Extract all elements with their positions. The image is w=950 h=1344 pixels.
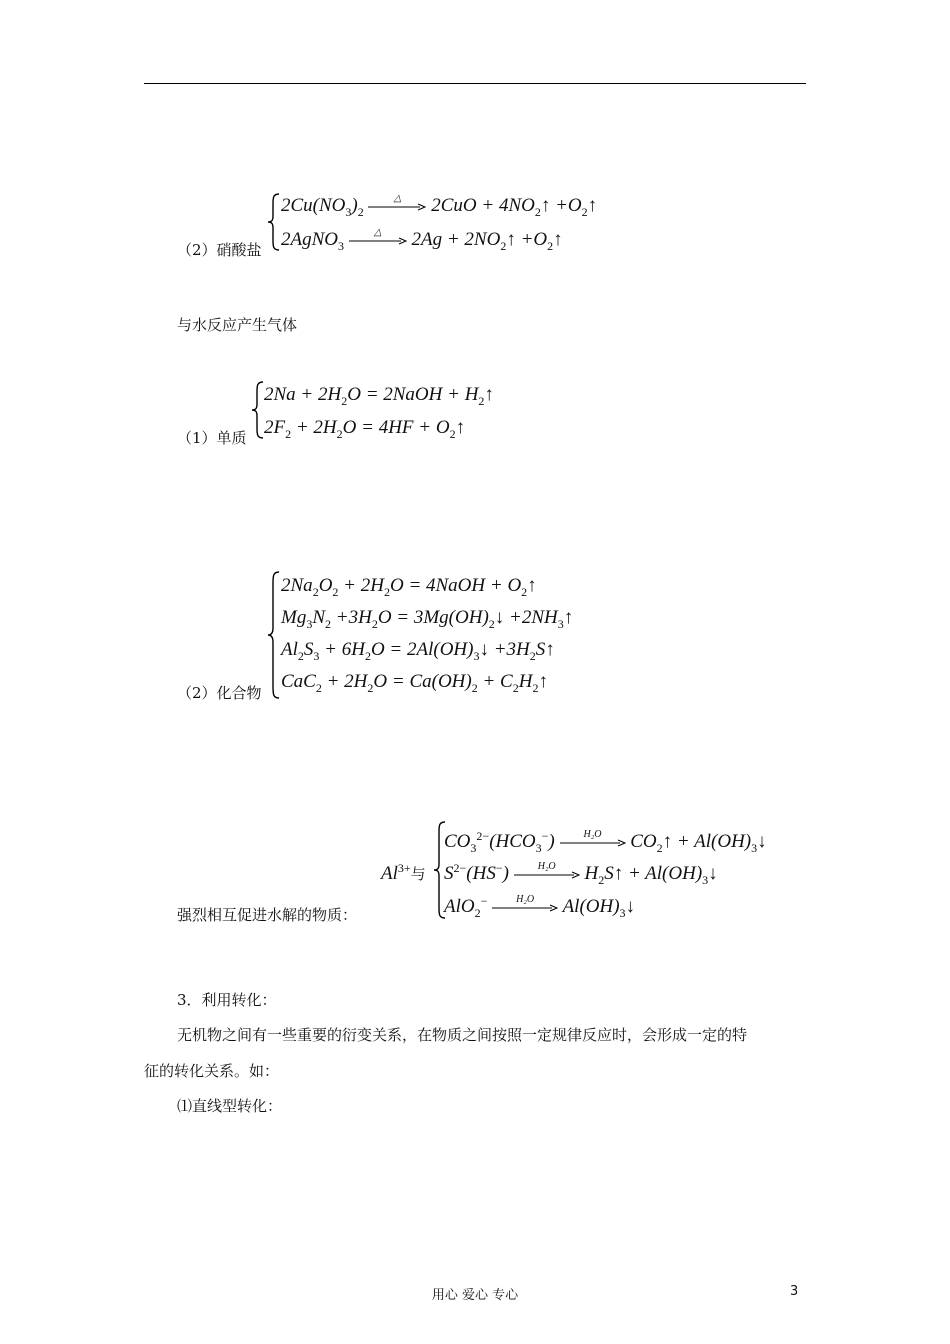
- water-arrow: H₂O: [492, 904, 558, 912]
- nitrate-equation-2: 2AgNO$_3$ △ $2Ag + 2NO_2↑$ $+O_2↑$: [281, 226, 563, 253]
- page-number: 3: [790, 1284, 799, 1299]
- aluminum-ion: $Al^{3+}$与: [381, 861, 426, 884]
- compound-equation-2: $Mg_3N_2 +3H_2O$ = $3Mg(OH)_2↓$ $+2NH_3↑$: [281, 607, 574, 631]
- heat-arrow: △: [368, 203, 426, 211]
- compound-equation-1: $2Na_2O_2 + 2H_2O$ = 4NaOH + $O_2↑$: [281, 575, 537, 599]
- heat-arrow: △: [349, 237, 407, 245]
- footer-text: 用心 爱心 专心: [431, 1288, 519, 1303]
- water-reaction-heading: 与水反应产生气体: [177, 316, 298, 334]
- section-3-heading: 3．利用转化：: [177, 991, 277, 1009]
- hydrolysis-equation-2: $S^{2-}(HS^-)$ H₂O $H_2S↑$ + $Al(OH)_3↓$: [444, 860, 718, 887]
- linear-conversion-heading: ⑴直线型转化：: [177, 1097, 283, 1115]
- element-equation-1: $2Na + 2H_2O$ = 2NaOH + $H_2↑$: [264, 384, 494, 408]
- nitrate-label: （2）硝酸盐: [177, 241, 262, 259]
- element-label: （1）单质: [177, 429, 247, 447]
- compound-brace: [266, 570, 282, 700]
- section-3-paragraph-line-1: 无机物之间有一些重要的衍变关系，在物质之间按照一定规律反应时，会形成一定的特: [177, 1026, 748, 1044]
- hydrolysis-equation-3: AlO$_2$− H₂O $Al(OH)_3↓$: [444, 893, 636, 920]
- water-arrow: H₂O: [514, 871, 580, 879]
- header-rule: [144, 83, 806, 84]
- hydrolysis-equation-1: $CO_3^{2-}(HCO_3^-)$ H₂O $CO_2↑$ + $Al(OH)_3↓$: [444, 828, 767, 855]
- compound-equation-4: $CaC_2 + 2H_2O = Ca(OH)_2$ + $C_2H_2↑$: [281, 671, 548, 695]
- nitrate-equation-1: $2Cu(NO_3)_2$ △ $2CuO + 4NO_2↑$ $+O_2↑$: [281, 192, 598, 219]
- compound-label: （2）化合物: [177, 684, 262, 702]
- element-equation-2: $2F_2 + 2H_2O = 4HF$ + $O_2↑$: [264, 417, 466, 441]
- compound-equation-3: $Al_2S_3 + 6H_2O$ = $2Al(OH)_3↓$ $+3H_2S↑$: [281, 639, 555, 663]
- hydrolysis-label: 强烈相互促进水解的物质：: [177, 906, 358, 924]
- nitrate-brace: [266, 192, 282, 252]
- section-3-paragraph-line-2: 征的转化关系。如：: [144, 1062, 280, 1080]
- water-arrow: H₂O: [560, 839, 626, 847]
